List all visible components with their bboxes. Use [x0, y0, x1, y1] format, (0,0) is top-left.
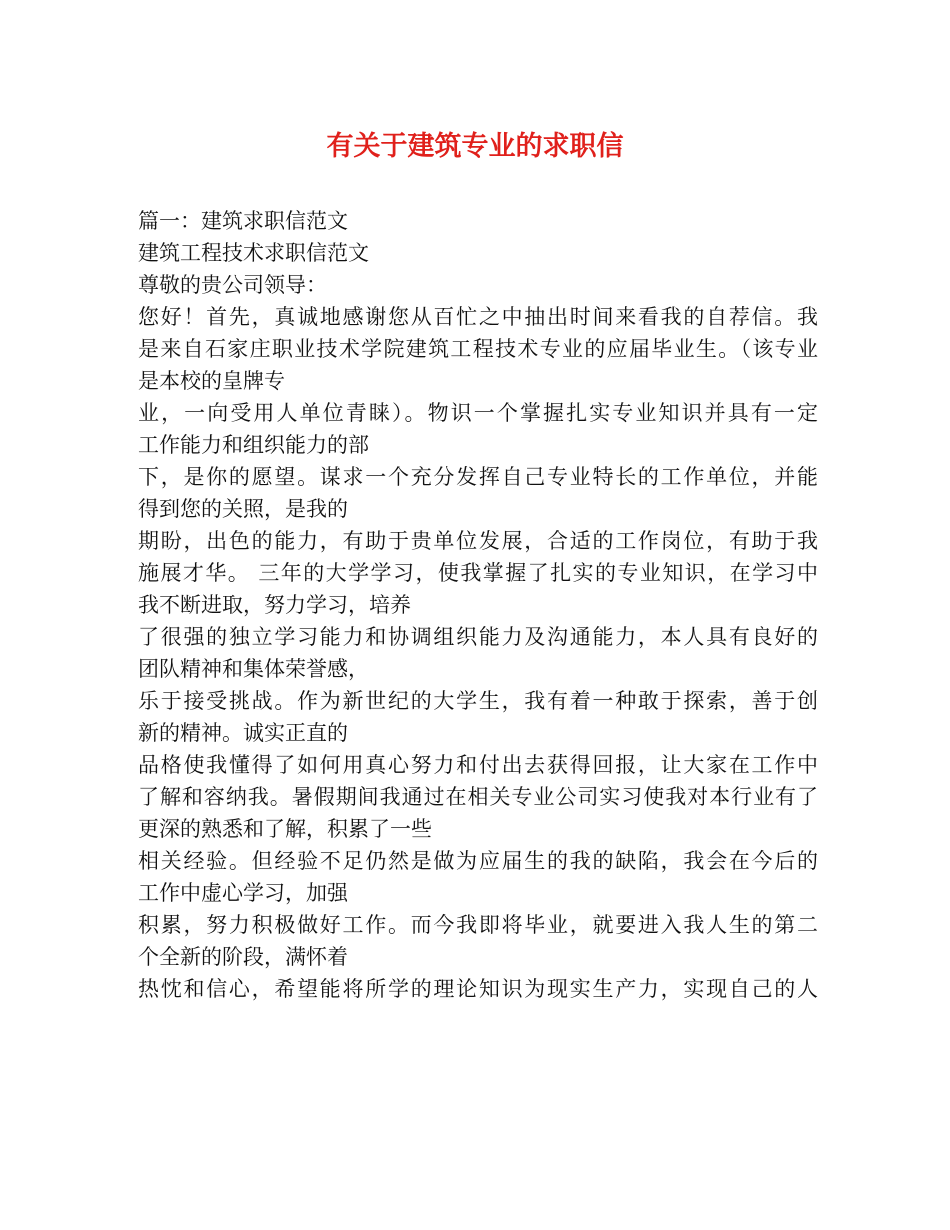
text-line: 品格使我懂得了如何用真心努力和付出去获得回报，让大家在工作中 — [138, 753, 818, 777]
text-line: 是本校的皇牌专 — [138, 369, 285, 393]
text-line: 热忱和信心，希望能将所学的理论知识为现实生产力，实现自己的人 — [138, 977, 818, 1001]
text-line: 新的精神。诚实正直的 — [138, 721, 348, 745]
document-title: 有关于建筑专业的求职信 — [326, 131, 624, 162]
text-line: 是来自石家庄职业技术学院建筑工程技术专业的应届毕业生。（该专业 — [138, 337, 818, 361]
text-line: 乐于接受挑战。作为新世纪的大学生，我有着一种敢于探索，善于创 — [138, 689, 818, 713]
text-line: 我不断进取，努力学习，培养 — [138, 593, 411, 617]
text-line: 了很强的独立学习能力和协调组织能力及沟通能力，本人具有良好的 — [138, 625, 818, 649]
text-line: 积累，努力积极做好工作。而今我即将毕业，就要进入我人生的第二 — [138, 913, 818, 937]
text-line: 施展才华。 三年的大学学习，使我掌握了扎实的专业知识，在学习中 — [138, 561, 818, 585]
text-line: 得到您的关照，是我的 — [138, 497, 348, 521]
text-line: 下，是你的愿望。谋求一个充分发挥自己专业特长的工作单位，并能 — [138, 465, 818, 489]
text-line: 个全新的阶段，满怀着 — [138, 945, 348, 969]
text-line: 工作能力和组织能力的部 — [138, 433, 369, 457]
text-line: 尊敬的贵公司领导： — [138, 273, 327, 297]
text-line: 更深的熟悉和了解，积累了一些 — [138, 817, 432, 841]
text-line: 了解和容纳我。暑假期间我通过在相关专业公司实习使我对本行业有了 — [138, 785, 818, 809]
text-line: 相关经验。但经验不足仍然是做为应届生的我的缺陷，我会在今后的 — [138, 849, 818, 873]
text-line: 建筑工程技术求职信范文 — [138, 241, 369, 265]
text-line: 团队精神和集体荣誉感， — [138, 657, 369, 681]
text-line: 期盼，出色的能力，有助于贵单位发展，合适的工作岗位，有助于我 — [138, 529, 818, 553]
text-line: 工作中虚心学习，加强 — [138, 881, 348, 905]
document-body — [138, 205, 818, 1005]
text-line: 业，一向受用人单位青睐）。物识一个掌握扎实专业知识并具有一定 — [138, 401, 818, 425]
text-line: 您好！首先，真诚地感谢您从百忙之中抽出时间来看我的自荐信。我 — [138, 305, 818, 329]
text-line: 篇一：建筑求职信范文 — [138, 209, 348, 233]
